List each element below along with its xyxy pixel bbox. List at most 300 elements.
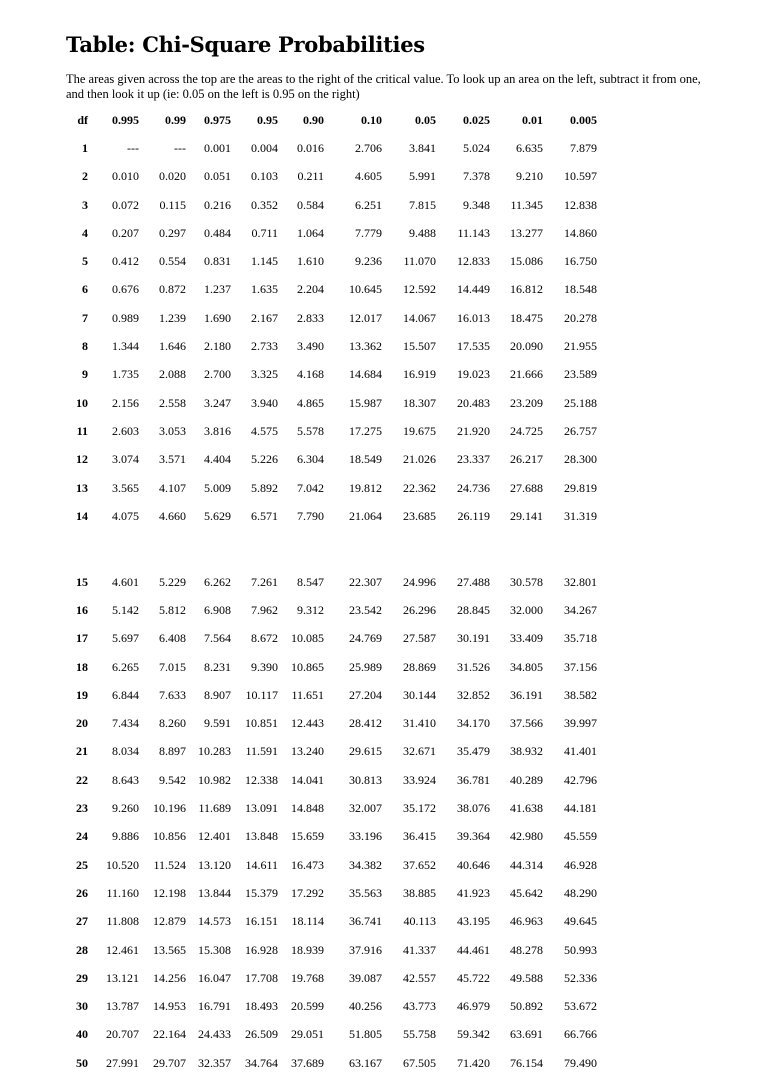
value-cell: 27.991 xyxy=(106,1055,139,1070)
value-cell: 13.362 xyxy=(349,339,382,354)
value-cell: 37.652 xyxy=(403,857,436,872)
value-cell: 10.520 xyxy=(106,857,139,872)
df-cell: 27 xyxy=(76,914,88,929)
value-cell: 32.000 xyxy=(510,602,543,617)
value-cell: 2.156 xyxy=(112,395,139,410)
value-cell: 11.143 xyxy=(457,225,490,240)
table-row xyxy=(60,596,597,624)
value-cell: 8.672 xyxy=(251,631,278,646)
value-cell: 10.856 xyxy=(153,829,186,844)
value-cell: 38.582 xyxy=(564,687,597,702)
value-cell: 21.920 xyxy=(457,423,490,438)
df-cell: 17 xyxy=(76,631,88,646)
value-cell: 45.722 xyxy=(457,970,490,985)
value-cell: 12.879 xyxy=(153,914,186,929)
value-cell: 3.565 xyxy=(112,480,139,495)
table-row xyxy=(60,389,597,417)
value-cell: 6.304 xyxy=(297,452,324,467)
value-cell: 2.733 xyxy=(251,339,278,354)
value-cell: 39.997 xyxy=(564,716,597,731)
value-cell: 18.493 xyxy=(245,999,278,1014)
chi-square-table-top xyxy=(60,106,597,530)
value-cell: 5.226 xyxy=(251,452,278,467)
table-row xyxy=(60,361,597,389)
value-cell: 0.412 xyxy=(112,254,139,269)
value-cell: 8.260 xyxy=(159,716,186,731)
df-cell: 7 xyxy=(82,310,88,325)
value-cell: 16.047 xyxy=(198,970,231,985)
value-cell: 9.236 xyxy=(355,254,382,269)
df-cell: 11 xyxy=(76,423,88,438)
value-cell: 10.645 xyxy=(349,282,382,297)
value-cell: 13.091 xyxy=(245,801,278,816)
value-cell: 63.167 xyxy=(349,1055,382,1070)
value-cell: 1.145 xyxy=(251,254,278,269)
df-cell: 26 xyxy=(76,885,88,900)
value-cell: 3.074 xyxy=(112,452,139,467)
table-row xyxy=(60,474,597,502)
value-cell: 13.121 xyxy=(106,970,139,985)
value-cell: 63.691 xyxy=(510,1027,543,1042)
value-cell: 24.725 xyxy=(510,423,543,438)
value-cell: 0.211 xyxy=(297,169,324,184)
value-cell: 28.300 xyxy=(564,452,597,467)
value-cell: 39.087 xyxy=(349,970,382,985)
df-cell: 2 xyxy=(82,169,88,184)
value-cell: 25.188 xyxy=(564,395,597,410)
value-cell: 23.685 xyxy=(403,508,436,523)
table-row xyxy=(60,219,597,247)
df-cell: 6 xyxy=(82,282,88,297)
value-cell: 4.660 xyxy=(159,508,186,523)
value-cell: 17.535 xyxy=(457,339,490,354)
value-cell: 9.210 xyxy=(516,169,543,184)
value-cell: 59.342 xyxy=(457,1027,490,1042)
df-cell: 18 xyxy=(76,659,88,674)
value-cell: 17.708 xyxy=(245,970,278,985)
header-cell: 0.01 xyxy=(522,112,543,127)
df-cell: 10 xyxy=(76,395,88,410)
value-cell: 2.167 xyxy=(251,310,278,325)
value-cell: 26.217 xyxy=(510,452,543,467)
value-cell: 12.338 xyxy=(245,772,278,787)
value-cell: 27.587 xyxy=(403,631,436,646)
value-cell: 2.088 xyxy=(159,367,186,382)
value-cell: 37.566 xyxy=(510,716,543,731)
value-cell: 34.764 xyxy=(245,1055,278,1070)
value-cell: 3.816 xyxy=(204,423,231,438)
value-cell: 11.591 xyxy=(245,744,278,759)
value-cell: 27.688 xyxy=(510,480,543,495)
value-cell: 33.924 xyxy=(403,772,436,787)
value-cell: 5.009 xyxy=(204,480,231,495)
value-cell: 6.251 xyxy=(355,197,382,212)
value-cell: 14.953 xyxy=(153,999,186,1014)
value-cell: 14.611 xyxy=(245,857,278,872)
value-cell: 14.573 xyxy=(198,914,231,929)
value-cell: 2.603 xyxy=(112,423,139,438)
value-cell: 0.584 xyxy=(297,197,324,212)
value-cell: 31.410 xyxy=(403,716,436,731)
value-cell: 12.461 xyxy=(106,942,139,957)
table-row xyxy=(60,653,597,681)
value-cell: 9.886 xyxy=(112,829,139,844)
header-cell: 0.95 xyxy=(257,112,278,127)
value-cell: 11.345 xyxy=(510,197,543,212)
value-cell: --- xyxy=(174,140,186,155)
value-cell: 13.240 xyxy=(291,744,324,759)
value-cell: 11.160 xyxy=(106,885,139,900)
value-cell: 5.812 xyxy=(159,602,186,617)
df-cell: 22 xyxy=(76,772,88,787)
value-cell: 9.260 xyxy=(112,801,139,816)
value-cell: 5.024 xyxy=(463,140,490,155)
value-cell: 5.578 xyxy=(297,423,324,438)
value-cell: 23.337 xyxy=(457,452,490,467)
value-cell: 24.736 xyxy=(457,480,490,495)
value-cell: 38.885 xyxy=(403,885,436,900)
value-cell: 37.689 xyxy=(291,1055,324,1070)
header-cell: 0.975 xyxy=(204,112,231,127)
table-row xyxy=(60,823,597,851)
value-cell: 26.296 xyxy=(403,602,436,617)
table-row xyxy=(60,304,597,332)
value-cell: 30.191 xyxy=(457,631,490,646)
value-cell: 1.646 xyxy=(159,339,186,354)
table-row xyxy=(60,163,597,191)
header-cell: 0.90 xyxy=(303,112,324,127)
value-cell: 7.434 xyxy=(112,716,139,731)
value-cell: 5.229 xyxy=(159,574,186,589)
value-cell: 0.484 xyxy=(204,225,231,240)
value-cell: 0.051 xyxy=(204,169,231,184)
value-cell: 67.505 xyxy=(403,1055,436,1070)
value-cell: 23.589 xyxy=(564,367,597,382)
value-cell: 8.034 xyxy=(112,744,139,759)
value-cell: 16.473 xyxy=(291,857,324,872)
df-cell: 25 xyxy=(76,857,88,872)
value-cell: 4.575 xyxy=(251,423,278,438)
value-cell: 26.757 xyxy=(564,423,597,438)
df-cell: 28 xyxy=(76,942,88,957)
value-cell: 7.042 xyxy=(297,480,324,495)
value-cell: 34.267 xyxy=(564,602,597,617)
value-cell: 21.064 xyxy=(349,508,382,523)
table-row xyxy=(60,568,597,596)
table-row xyxy=(60,191,597,219)
value-cell: 28.869 xyxy=(403,659,436,674)
value-cell: 11.808 xyxy=(106,914,139,929)
value-cell: 35.172 xyxy=(403,801,436,816)
value-cell: 46.928 xyxy=(564,857,597,872)
value-cell: 34.805 xyxy=(510,659,543,674)
value-cell: 6.262 xyxy=(204,574,231,589)
table-row xyxy=(60,766,597,794)
value-cell: 10.117 xyxy=(245,687,278,702)
value-cell: 7.962 xyxy=(251,602,278,617)
value-cell: 71.420 xyxy=(457,1055,490,1070)
value-cell: 7.815 xyxy=(409,197,436,212)
value-cell: 8.643 xyxy=(112,772,139,787)
value-cell: 30.578 xyxy=(510,574,543,589)
value-cell: 66.766 xyxy=(564,1027,597,1042)
value-cell: 12.592 xyxy=(403,282,436,297)
value-cell: 6.908 xyxy=(204,602,231,617)
value-cell: 3.247 xyxy=(204,395,231,410)
value-cell: 4.865 xyxy=(297,395,324,410)
value-cell: 18.939 xyxy=(291,942,324,957)
df-cell: 29 xyxy=(76,970,88,985)
table-row xyxy=(60,908,597,936)
value-cell: 4.075 xyxy=(112,508,139,523)
value-cell: 0.020 xyxy=(159,169,186,184)
df-cell: 24 xyxy=(76,829,88,844)
value-cell: 17.292 xyxy=(291,885,324,900)
value-cell: 5.142 xyxy=(112,602,139,617)
value-cell: 31.319 xyxy=(564,508,597,523)
value-cell: 0.207 xyxy=(112,225,139,240)
value-cell: 10.865 xyxy=(291,659,324,674)
value-cell: 19.812 xyxy=(349,480,382,495)
table-row xyxy=(60,851,597,879)
value-cell: 36.741 xyxy=(349,914,382,929)
value-cell: 43.195 xyxy=(457,914,490,929)
value-cell: 40.289 xyxy=(510,772,543,787)
value-cell: 30.144 xyxy=(403,687,436,702)
value-cell: 9.542 xyxy=(159,772,186,787)
value-cell: 48.278 xyxy=(510,942,543,957)
value-cell: 14.848 xyxy=(291,801,324,816)
value-cell: 7.378 xyxy=(463,169,490,184)
value-cell: 11.524 xyxy=(153,857,186,872)
header-cell: 0.99 xyxy=(165,112,186,127)
value-cell: 42.796 xyxy=(564,772,597,787)
value-cell: 0.216 xyxy=(204,197,231,212)
value-cell: 41.923 xyxy=(457,885,490,900)
value-cell: 3.940 xyxy=(251,395,278,410)
value-cell: 30.813 xyxy=(349,772,382,787)
table-row xyxy=(60,879,597,907)
value-cell: 11.689 xyxy=(198,801,231,816)
value-cell: 8.897 xyxy=(159,744,186,759)
value-cell: 0.872 xyxy=(159,282,186,297)
value-cell: 34.382 xyxy=(349,857,382,872)
value-cell: 27.204 xyxy=(349,687,382,702)
value-cell: 1.239 xyxy=(159,310,186,325)
value-cell: 18.475 xyxy=(510,310,543,325)
value-cell: 13.277 xyxy=(510,225,543,240)
value-cell: 0.115 xyxy=(159,197,186,212)
value-cell: 32.007 xyxy=(349,801,382,816)
value-cell: 28.412 xyxy=(349,716,382,731)
value-cell: 46.979 xyxy=(457,999,490,1014)
value-cell: 43.773 xyxy=(403,999,436,1014)
value-cell: 29.051 xyxy=(291,1027,324,1042)
value-cell: 13.120 xyxy=(198,857,231,872)
value-cell: 45.642 xyxy=(510,885,543,900)
value-cell: 1.237 xyxy=(204,282,231,297)
value-cell: 49.645 xyxy=(564,914,597,929)
value-cell: 50.993 xyxy=(564,942,597,957)
value-cell: 37.916 xyxy=(349,942,382,957)
value-cell: 16.013 xyxy=(457,310,490,325)
value-cell: 0.004 xyxy=(251,140,278,155)
value-cell: 38.076 xyxy=(457,801,490,816)
value-cell: 6.265 xyxy=(112,659,139,674)
value-cell: 21.026 xyxy=(403,452,436,467)
value-cell: 46.963 xyxy=(510,914,543,929)
value-cell: 40.256 xyxy=(349,999,382,1014)
value-cell: 15.987 xyxy=(349,395,382,410)
value-cell: 44.181 xyxy=(564,801,597,816)
value-cell: 11.070 xyxy=(403,254,436,269)
value-cell: 20.278 xyxy=(564,310,597,325)
value-cell: 26.509 xyxy=(245,1027,278,1042)
table-row xyxy=(60,134,597,162)
value-cell: 9.591 xyxy=(204,716,231,731)
value-cell: 35.718 xyxy=(564,631,597,646)
value-cell: 16.151 xyxy=(245,914,278,929)
value-cell: 12.198 xyxy=(153,885,186,900)
value-cell: 7.564 xyxy=(204,631,231,646)
table-row xyxy=(60,247,597,275)
table-row xyxy=(60,964,597,992)
value-cell: 24.769 xyxy=(349,631,382,646)
value-cell: 11.651 xyxy=(291,687,324,702)
value-cell: 15.308 xyxy=(198,942,231,957)
value-cell: 7.261 xyxy=(251,574,278,589)
value-cell: 0.676 xyxy=(112,282,139,297)
value-cell: 21.955 xyxy=(564,339,597,354)
value-cell: 18.549 xyxy=(349,452,382,467)
value-cell: 6.408 xyxy=(159,631,186,646)
df-cell: 19 xyxy=(76,687,88,702)
header-cell: 0.025 xyxy=(463,112,490,127)
value-cell: 34.170 xyxy=(457,716,490,731)
value-cell: 20.090 xyxy=(510,339,543,354)
table-row xyxy=(60,1049,597,1077)
df-cell: 12 xyxy=(76,452,88,467)
value-cell: 5.892 xyxy=(251,480,278,495)
value-cell: 14.860 xyxy=(564,225,597,240)
value-cell: 15.379 xyxy=(245,885,278,900)
value-cell: 10.085 xyxy=(291,631,324,646)
value-cell: 10.597 xyxy=(564,169,597,184)
value-cell: 42.557 xyxy=(403,970,436,985)
value-cell: 29.615 xyxy=(349,744,382,759)
value-cell: 9.312 xyxy=(297,602,324,617)
value-cell: 15.086 xyxy=(510,254,543,269)
value-cell: 37.156 xyxy=(564,659,597,674)
value-cell: 1.610 xyxy=(297,254,324,269)
value-cell: 23.542 xyxy=(349,602,382,617)
value-cell: 10.982 xyxy=(198,772,231,787)
value-cell: 5.697 xyxy=(112,631,139,646)
value-cell: 12.401 xyxy=(198,829,231,844)
value-cell: 44.314 xyxy=(510,857,543,872)
value-cell: 24.433 xyxy=(198,1027,231,1042)
value-cell: 40.113 xyxy=(403,914,436,929)
value-cell: 9.488 xyxy=(409,225,436,240)
value-cell: 4.605 xyxy=(355,169,382,184)
value-cell: 3.841 xyxy=(409,140,436,155)
value-cell: 44.461 xyxy=(457,942,490,957)
value-cell: 6.844 xyxy=(112,687,139,702)
value-cell: 38.932 xyxy=(510,744,543,759)
value-cell: 5.629 xyxy=(204,508,231,523)
value-cell: 36.415 xyxy=(403,829,436,844)
table-row xyxy=(60,332,597,360)
value-cell: 0.010 xyxy=(112,169,139,184)
value-cell: 7.633 xyxy=(159,687,186,702)
value-cell: 35.563 xyxy=(349,885,382,900)
table-row xyxy=(60,992,597,1020)
value-cell: 15.507 xyxy=(403,339,436,354)
page-title: Table: Chi-Square Probabilities xyxy=(66,32,425,57)
value-cell: 3.490 xyxy=(297,339,324,354)
value-cell: 16.919 xyxy=(403,367,436,382)
value-cell: 2.706 xyxy=(355,140,382,155)
value-cell: 22.164 xyxy=(153,1027,186,1042)
value-cell: 13.565 xyxy=(153,942,186,957)
value-cell: 32.671 xyxy=(403,744,436,759)
header-df: df xyxy=(77,112,88,127)
value-cell: 10.196 xyxy=(153,801,186,816)
value-cell: 8.907 xyxy=(204,687,231,702)
value-cell: 22.307 xyxy=(349,574,382,589)
df-cell: 5 xyxy=(82,254,88,269)
header-cell: 0.995 xyxy=(112,112,139,127)
value-cell: 12.833 xyxy=(457,254,490,269)
value-cell: 0.554 xyxy=(159,254,186,269)
value-cell: 0.297 xyxy=(159,225,186,240)
value-cell: 23.209 xyxy=(510,395,543,410)
value-cell: 18.307 xyxy=(403,395,436,410)
df-cell: 20 xyxy=(76,716,88,731)
value-cell: 35.479 xyxy=(457,744,490,759)
value-cell: 32.357 xyxy=(198,1055,231,1070)
value-cell: 13.787 xyxy=(106,999,139,1014)
header-row xyxy=(60,106,597,134)
value-cell: 36.191 xyxy=(510,687,543,702)
value-cell: 50.892 xyxy=(510,999,543,1014)
value-cell: 19.023 xyxy=(457,367,490,382)
value-cell: 14.041 xyxy=(291,772,324,787)
value-cell: 76.154 xyxy=(510,1055,543,1070)
value-cell: 7.790 xyxy=(297,508,324,523)
table-row xyxy=(60,738,597,766)
value-cell: 7.879 xyxy=(570,140,597,155)
value-cell: 45.559 xyxy=(564,829,597,844)
df-cell: 40 xyxy=(76,1027,88,1042)
intro-paragraph: The areas given across the top are the areas to the right of the critical value. To look up an area on the left, subtract it from one, and then look it up (ie: 0.05 on the left is 0.95 on the right) xyxy=(66,72,701,101)
value-cell: 25.989 xyxy=(349,659,382,674)
value-cell: 1.735 xyxy=(112,367,139,382)
table-row xyxy=(60,276,597,304)
value-cell: 33.196 xyxy=(349,829,382,844)
value-cell: 24.996 xyxy=(403,574,436,589)
df-cell: 23 xyxy=(76,801,88,816)
value-cell: 32.852 xyxy=(457,687,490,702)
value-cell: 41.638 xyxy=(510,801,543,816)
value-cell: 19.675 xyxy=(403,423,436,438)
value-cell: 32.801 xyxy=(564,574,597,589)
value-cell: 55.758 xyxy=(403,1027,436,1042)
header-cell: 0.005 xyxy=(570,112,597,127)
value-cell: 41.337 xyxy=(403,942,436,957)
value-cell: 79.490 xyxy=(564,1055,597,1070)
value-cell: 8.231 xyxy=(204,659,231,674)
